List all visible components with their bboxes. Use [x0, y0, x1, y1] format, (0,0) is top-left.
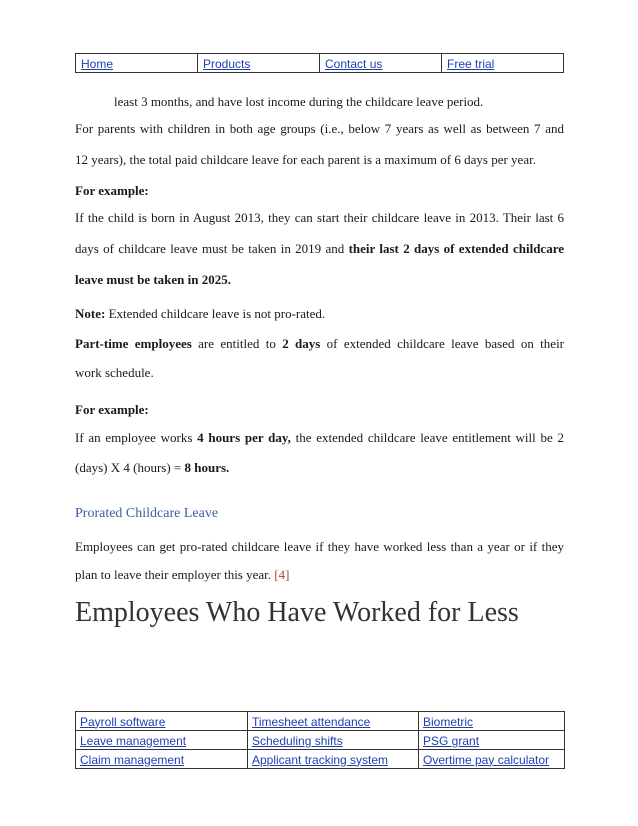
table-cell [76, 750, 248, 769]
text-run: days of childcare leave must be taken in 2019 and [75, 241, 349, 256]
paragraph-line [75, 336, 564, 352]
link-scheduling-shifts[interactable]: Scheduling shifts [252, 733, 343, 748]
links-table [75, 711, 565, 769]
paragraph-line [75, 460, 564, 476]
bold-text: Part-time employees [75, 336, 192, 351]
table-cell [419, 750, 565, 769]
nav-link-home[interactable]: Home [81, 56, 114, 71]
paragraph-line [75, 241, 564, 257]
paragraph-line: For parents with children in both age groups (i.e., below 7 years as well as between 7 and [75, 121, 564, 136]
example-label [75, 402, 564, 418]
paragraph-line [75, 272, 564, 288]
text-run: If an employee works [75, 430, 198, 445]
nav-cell [76, 54, 198, 73]
table-cell [248, 712, 419, 731]
table-cell [76, 712, 248, 731]
table-row [76, 731, 565, 750]
nav-table [75, 53, 564, 73]
example-label-text: For example: [75, 183, 149, 198]
link-psg-grant[interactable]: PSG grant [423, 733, 480, 748]
section-heading: Employees Who Have Worked for Less [75, 597, 519, 628]
link-timesheet-attendance[interactable]: Timesheet attendance [252, 714, 371, 729]
paragraph-line: work schedule. [75, 365, 154, 380]
link-applicant-tracking-system[interactable]: Applicant tracking system [252, 752, 389, 767]
link-leave-management[interactable]: Leave management [80, 733, 187, 748]
nav-cell [320, 54, 442, 73]
table-row [76, 750, 565, 769]
nav-cell [442, 54, 564, 73]
link-biometric[interactable]: Biometric [423, 714, 474, 729]
paragraph-line: If the child is born in August 2013, they can start their childcare leave in 2013. Their last 6 [75, 210, 564, 225]
text-run: the extended childcare leave entitlement will be 2 [290, 430, 564, 445]
nav-link-products[interactable]: Products [203, 56, 251, 71]
table-cell [248, 750, 419, 769]
bold-text: 4 hours per day, [197, 430, 291, 445]
link-claim-management[interactable]: Claim management [80, 752, 185, 767]
table-cell [419, 712, 565, 731]
note-text: Extended childcare leave is not pro-rated. [105, 306, 326, 321]
paragraph-line [75, 430, 564, 446]
text-line: least 3 months, and have lost income during the childcare leave period. [114, 94, 484, 109]
bold-text: leave must be taken in 2025. [75, 272, 231, 287]
link-payroll-software[interactable]: Payroll software [80, 714, 166, 729]
citation-link[interactable]: [4] [274, 567, 290, 582]
table-cell [76, 731, 248, 750]
table-cell [419, 731, 565, 750]
nav-cell [198, 54, 320, 73]
example-label [75, 183, 564, 199]
bold-text: 8 hours. [184, 460, 230, 475]
bold-text: their last 2 days of extended childcare [348, 241, 564, 256]
paragraph-line: 12 years), the total paid childcare leave for each parent is a maximum of 6 days per year. [75, 152, 536, 167]
bold-text: 2 days [282, 336, 321, 351]
table-cell [248, 731, 419, 750]
note-line [75, 306, 564, 322]
nav-link-free-trial[interactable]: Free trial [447, 56, 495, 71]
link-overtime-pay-calculator[interactable]: Overtime pay calculator [423, 752, 550, 767]
paragraph-line: Employees can get pro-rated childcare leave if they have worked less than a year or if they [75, 539, 564, 554]
text-run: plan to leave their employer this year. [75, 567, 275, 582]
section-subheading: Prorated Childcare Leave [75, 506, 219, 521]
table-row [76, 712, 565, 731]
note-label: Note: [75, 306, 106, 321]
text-run: (days) X 4 (hours) = [75, 460, 185, 475]
nav-link-contact[interactable]: Contact us [325, 56, 383, 71]
paragraph-line [75, 567, 564, 583]
example-label-text: For example: [75, 402, 149, 417]
text-run: are entitled to [191, 336, 283, 351]
text-run: of extended childcare leave based on their [320, 336, 565, 351]
